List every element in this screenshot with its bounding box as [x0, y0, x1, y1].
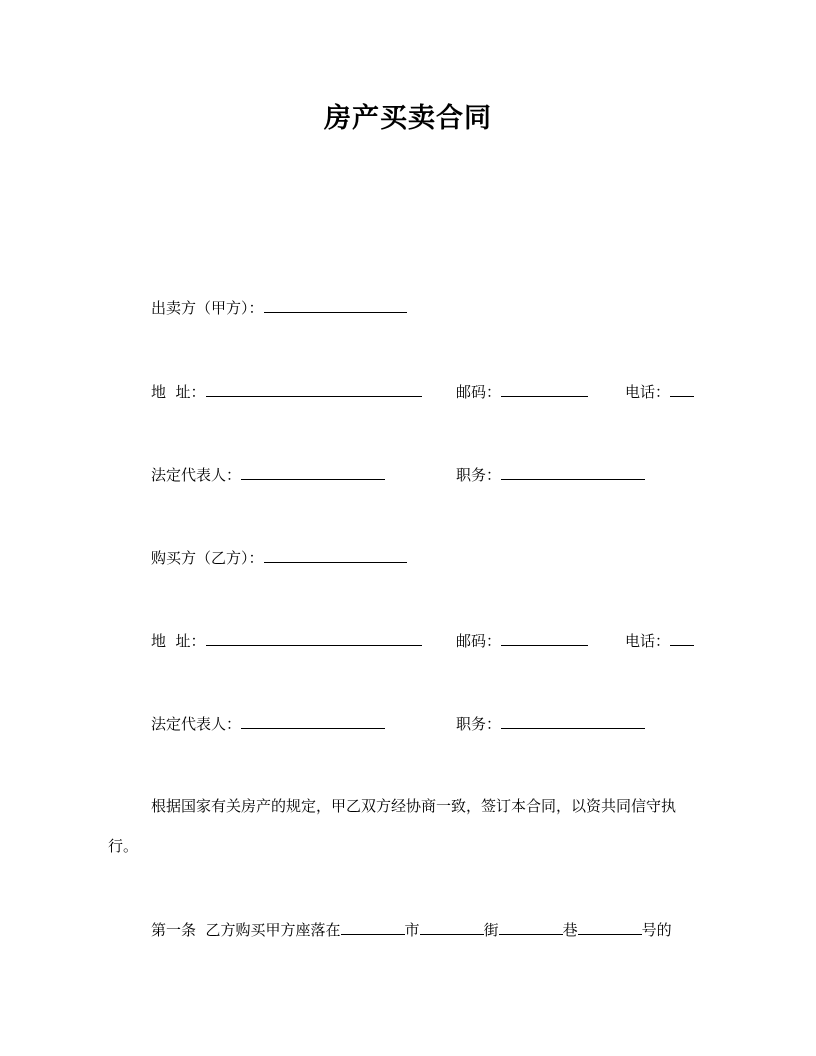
seller-address-label: 地 址：: [151, 383, 206, 401]
page-title: 房产买卖合同: [324, 103, 492, 134]
buyer-position-blank[interactable]: [501, 714, 645, 729]
buyer-legal-rep-row: [151, 714, 385, 734]
seller-party-row: [151, 298, 407, 318]
seller-postcode-label: 邮码：: [456, 383, 502, 401]
seller-legal-rep-row: [151, 465, 385, 485]
buyer-party-label: 购买方（乙方）：: [151, 549, 264, 567]
street-blank[interactable]: [420, 920, 484, 935]
buyer-postcode-row: [456, 631, 588, 651]
buyer-legal-rep-label: 法定代表人：: [151, 715, 242, 733]
seller-legal-rep-blank[interactable]: [241, 465, 385, 480]
article-1-lane-label: 巷: [562, 921, 578, 939]
article-1-prefix: 第一条 乙方购买甲方座落在: [151, 921, 341, 939]
buyer-phone-blank[interactable]: [670, 631, 694, 646]
buyer-legal-rep-blank[interactable]: [241, 714, 385, 729]
seller-position-row: [456, 465, 645, 485]
article-1-city-label: 市: [404, 921, 420, 939]
buyer-phone-row: [625, 631, 694, 651]
seller-phone-label: 电话：: [625, 383, 671, 401]
article-1-line: [151, 920, 672, 940]
seller-position-blank[interactable]: [501, 465, 645, 480]
seller-postcode-blank[interactable]: [501, 382, 588, 397]
city-blank[interactable]: [341, 920, 405, 935]
buyer-postcode-label: 邮码：: [456, 632, 502, 650]
buyer-address-label: 地 址：: [151, 632, 206, 650]
buyer-postcode-blank[interactable]: [501, 631, 588, 646]
seller-position-label: 职务：: [456, 466, 502, 484]
buyer-position-row: [456, 714, 645, 734]
buyer-address-row: [151, 631, 422, 651]
buyer-phone-label: 电话：: [625, 632, 671, 650]
seller-postcode-row: [456, 382, 588, 402]
buyer-party-row: [151, 548, 407, 568]
buyer-address-blank[interactable]: [206, 631, 422, 646]
seller-address-blank[interactable]: [206, 382, 422, 397]
seller-phone-blank[interactable]: [670, 382, 694, 397]
buyer-name-blank[interactable]: [264, 548, 407, 563]
seller-phone-row: [625, 382, 694, 402]
number-blank[interactable]: [578, 920, 642, 935]
seller-legal-rep-label: 法定代表人：: [151, 466, 242, 484]
buyer-position-label: 职务：: [456, 715, 502, 733]
seller-address-row: [151, 382, 422, 402]
lane-blank[interactable]: [499, 920, 563, 935]
article-1-number-label: 号的: [641, 921, 672, 939]
preamble-paragraph: 根据国家有关房产的规定，甲乙双方经协商一致，签订本合同，以资共同信守执行。: [108, 797, 677, 855]
seller-party-label: 出卖方（甲方）：: [151, 299, 264, 317]
article-1-street-label: 街: [483, 921, 499, 939]
seller-name-blank[interactable]: [264, 298, 407, 313]
